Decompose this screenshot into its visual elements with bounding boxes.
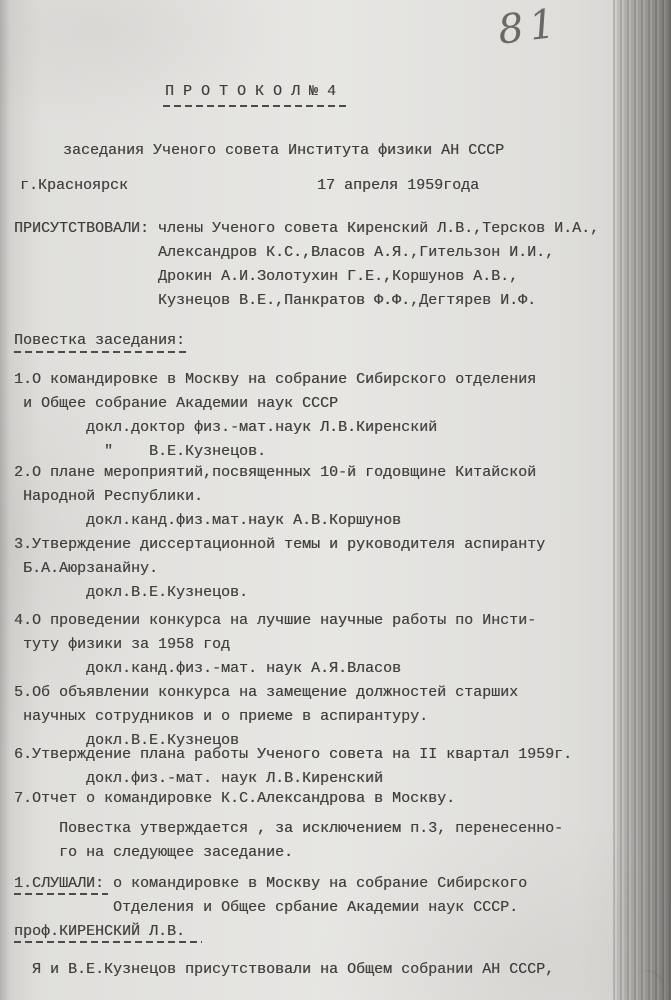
book-binding-edge [613,0,671,1000]
agenda-line: 2.О плане мероприятий,посвященных 10-й годовщине Китайской [14,464,537,481]
agenda-line: докл.доктор физ.-мат.наук Л.В.Киренский [14,419,438,436]
page-left-shadow [0,0,10,1000]
attendees-line: Александров К.С.,Власов А.Я.,Гительзон И.И., [14,244,555,261]
hearing-body: Я и В.Е.Кузнецов присутствовали на Общем собрании АН СССР, [14,961,555,978]
agenda-note-block [14,817,563,865]
agenda-line: Народной Республики. [14,488,204,505]
attendees-line: ПРИСУТСТВОВАЛИ: члены Ученого совета Киренский Л.В.,Терсков И.А., [14,220,600,237]
agenda-line: 4.О проведении конкурса на лучшие научные работы по Инсти- [14,612,537,629]
handwritten-page-number: 81 [495,0,564,54]
agenda-line: 3.Утверждение диссертационной темы и руководителя аспиранту [14,536,546,553]
protocol-title-block [165,80,336,104]
speaker-underline [14,941,202,943]
agenda-line: туту физики за 1958 год [14,636,231,653]
agenda-line: Б.А.Аюрзанайну. [14,560,159,577]
city-date-line: г.Красноярск 17 апреля 1959года [20,177,480,194]
agenda-heading-block [14,329,185,353]
agenda-line: 6.Утверждение плана работы Ученого совета на II квартал 1959г. [14,746,573,763]
agenda-note-line: го на следующее заседание. [14,844,294,861]
hearing-label-underline [14,893,108,895]
attendees-line: Дрокин А.И.Золотухин Г.Е.,Коршунов А.В., [14,268,519,285]
agenda-line: и Общее собрание Академии наук СССР [14,395,339,412]
protocol-title: П Р О Т О К О Л № 4 [165,83,337,100]
agenda-line: 1.О командировке в Москву на собрание Сибирского отделения [14,371,537,388]
hearing-block [14,872,554,982]
hearing-line: Отделения и Общее србание Академии наук СССР. [14,899,519,916]
agenda-line: докл.канд.физ.-мат. наук А.Я.Власов [14,660,402,677]
agenda-heading-underline [14,351,188,353]
agenda-line: 7.Отчет о командировке К.С.Александрова в Москву. [14,790,456,807]
title-underline [163,105,349,107]
agenda-items-block [14,368,572,811]
agenda-heading: Повестка заседания: [14,332,186,349]
protocol-subtitle-block [63,139,504,163]
agenda-line: докл.канд.физ.мат.наук А.В.Коршунов [14,512,402,529]
agenda-line: докл.В.Е.Кузнецов. [14,584,249,601]
hearing-speaker: проф.КИРЕНСКИЙ Л.В. [14,923,186,940]
agenda-line: докл.физ.-мат. наук Л.В.Киренский [14,770,384,787]
agenda-note-line: Повестка утверждается , за исключением п.3, перенесенно- [14,820,564,837]
attendees-line: Кузнецов В.Е.,Панкратов Ф.Ф.,Дегтярев И.Ф. [14,292,537,309]
hearing-line: 1.СЛУШАЛИ: о командировке в Москву на собрание Сибирского [14,875,528,892]
attendees-block [14,217,599,313]
agenda-line: научных сотрудников и о приеме в аспирантуру. [14,708,429,725]
agenda-line: 5.Об объявлении конкурса на замещение должностей старших [14,684,519,701]
agenda-line: " В.Е.Кузнецов. [14,443,267,460]
protocol-subtitle: заседания Ученого совета Института физики АН СССР [63,142,505,159]
agenda-line: докл.В.Е.Кузнецов [14,732,240,749]
city-date-block [20,174,479,198]
